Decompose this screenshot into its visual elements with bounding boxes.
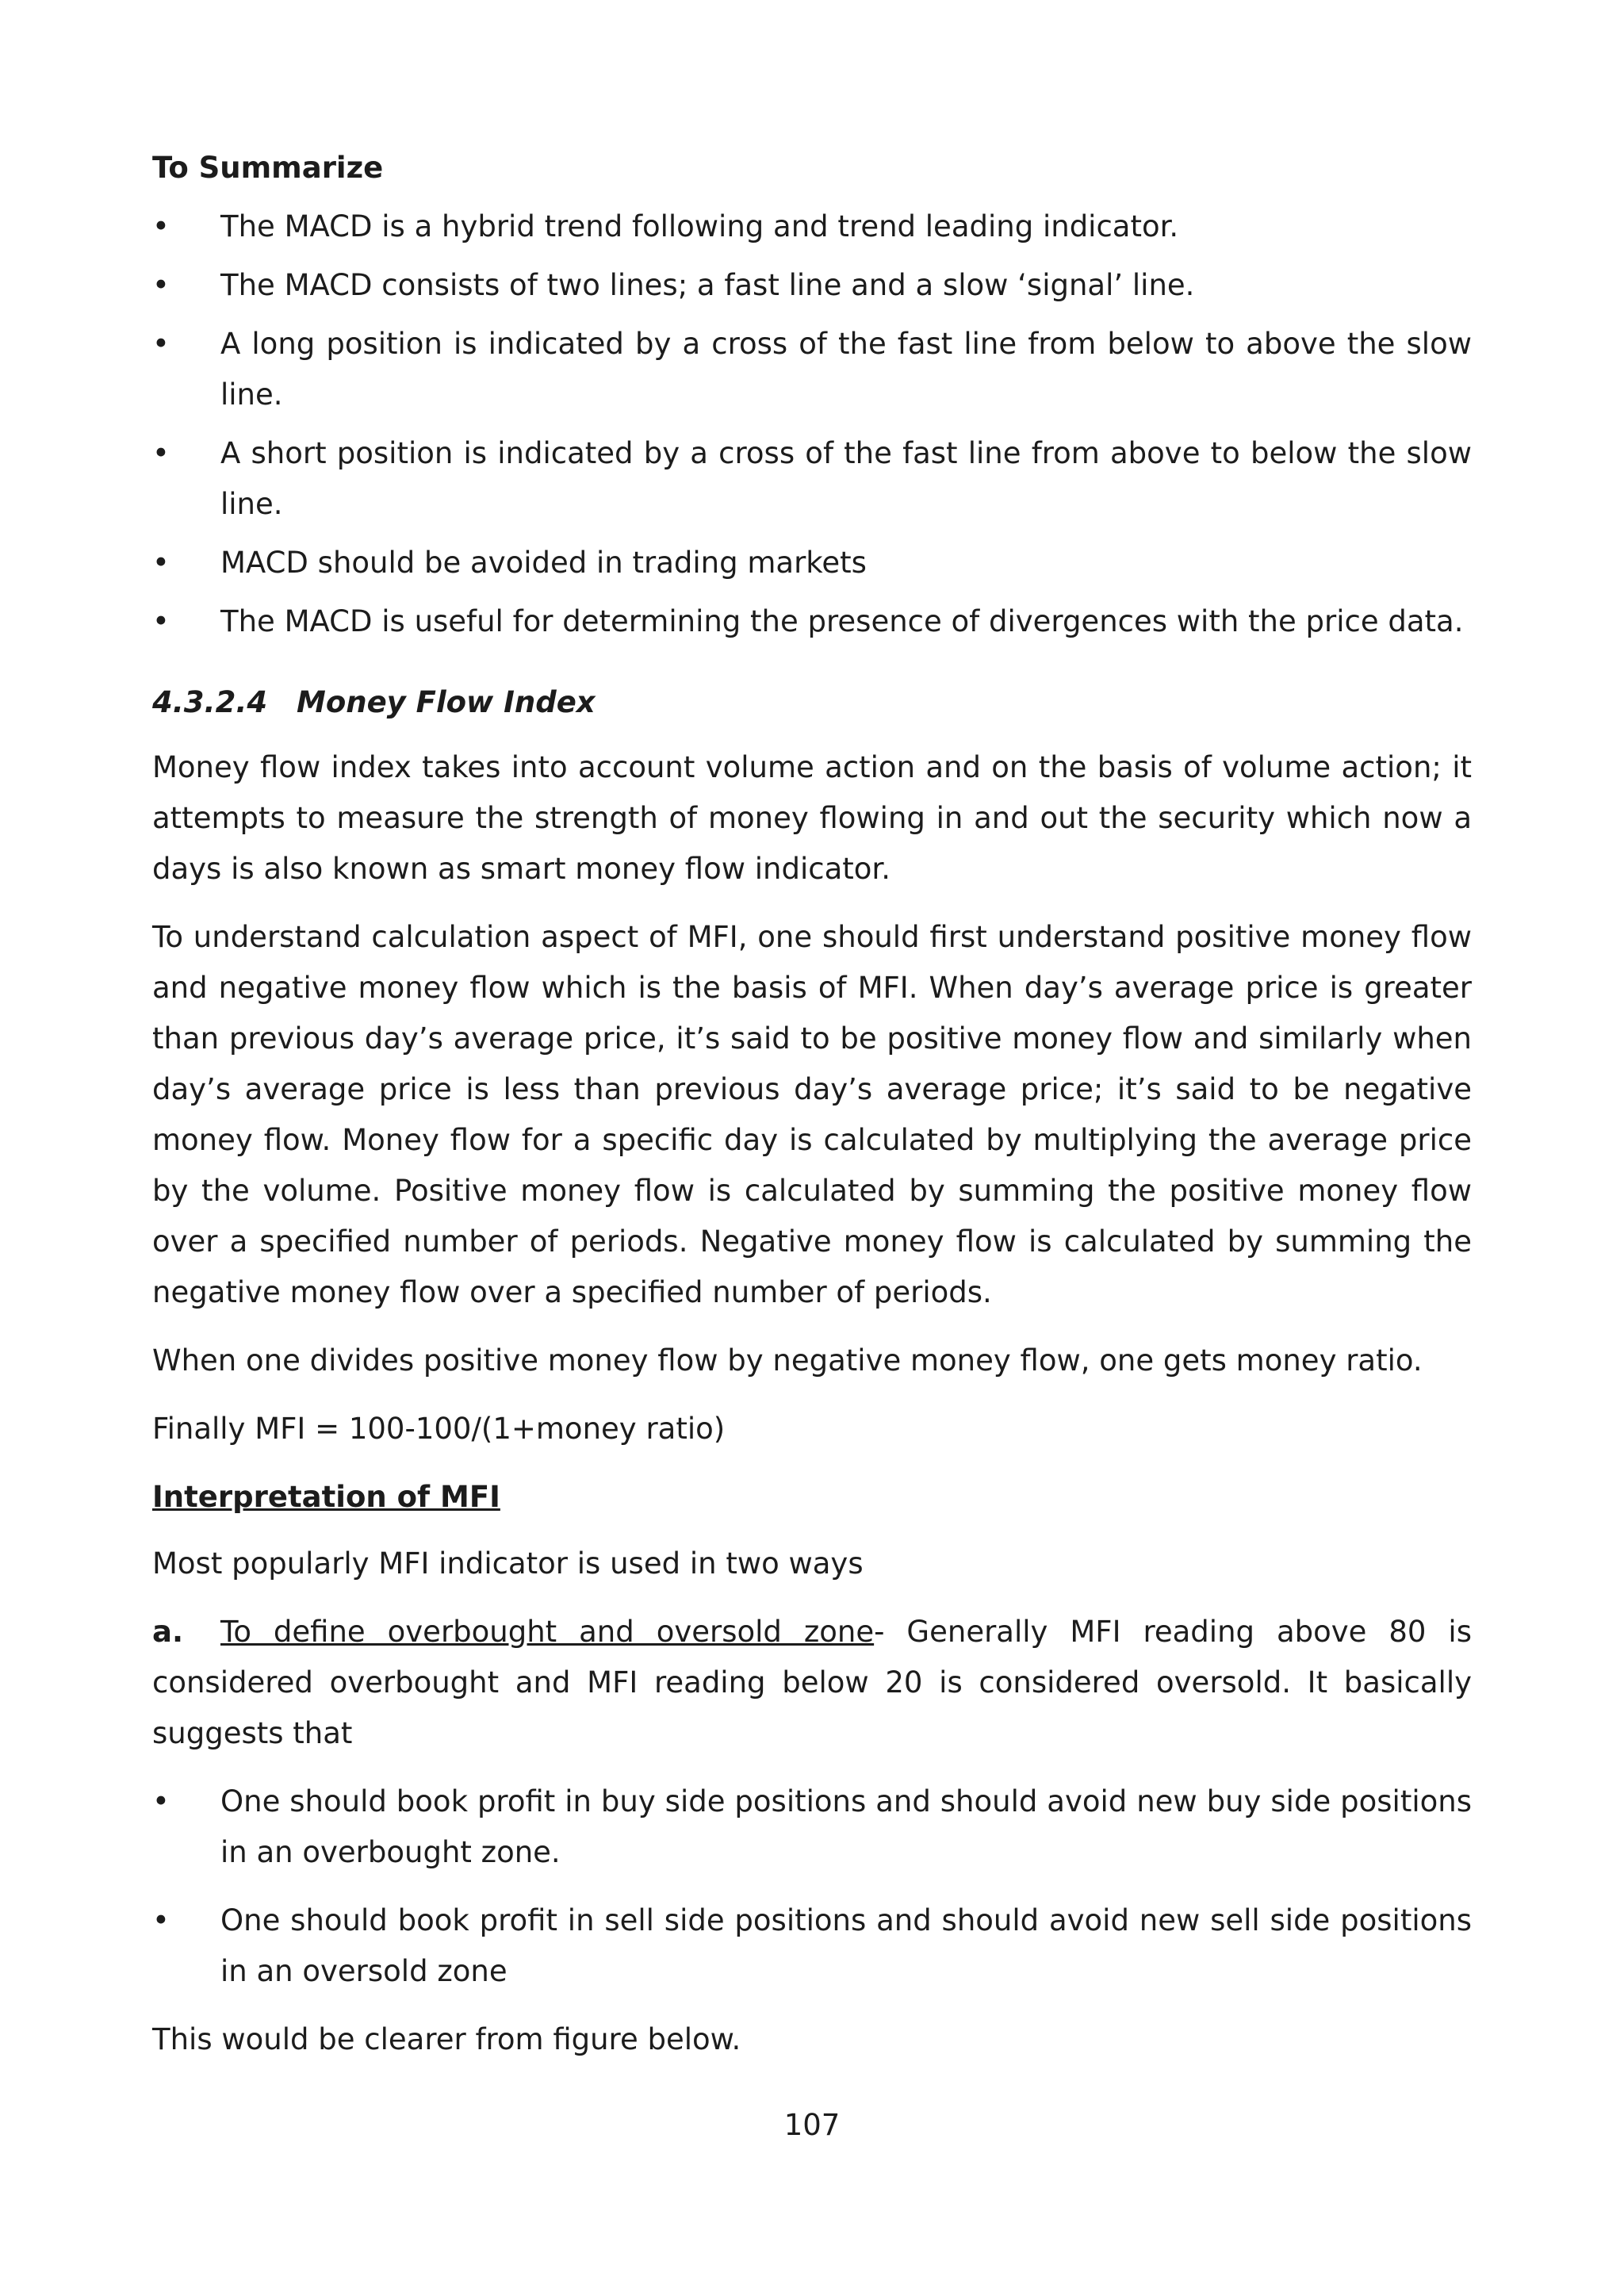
page-number: 107 <box>783 2108 841 2142</box>
item-a-underlined-text: To define overbought and oversold zone <box>220 1615 875 1649</box>
list-item: • A long position is indicated by a cross of the fast line from below to above the slow line. <box>152 319 1472 420</box>
list-item: • A short position is indicated by a cross of the fast line from above to below the slow line. <box>152 428 1472 530</box>
paragraph: When one divides positive money flow by negative money flow, one gets money ratio. <box>152 1343 1423 1378</box>
summary-heading: To Summarize <box>152 151 384 185</box>
closing-paragraph: This would be clearer from figure below. <box>152 2022 741 2056</box>
interpretation-heading: Interpretation of MFI <box>152 1480 500 1514</box>
interpretation-intro: Most popularly MFI indicator is used in two ways <box>152 1546 864 1581</box>
list-item: • One should book profit in sell side positions and should avoid new sell side positions in an oversold zone <box>152 1895 1472 1997</box>
list-item: • MACD should be avoided in trading markets <box>152 538 1472 588</box>
summary-bullet-list <box>152 201 1472 647</box>
section-number: 4.3.2.4 <box>152 685 268 719</box>
item-a-text: - Generally MFI reading above 80 is considered overbought and MFI reading below 20 is considered oversold. It basically suggests that <box>152 1615 1472 1750</box>
section-title-text: Money Flow Index <box>297 685 596 719</box>
item-a-paragraph <box>152 1607 1472 1759</box>
formula-paragraph: Finally MFI = 100-100/(1+money ratio) <box>152 1412 726 1446</box>
document-page <box>152 143 1472 2083</box>
section-title <box>152 677 1472 728</box>
paragraph: Money flow index takes into account volume action and on the basis of volume action; it attempts to measure the strength of money flowing in and out the security which now a days is also known as smart money flow indicator. <box>152 750 1472 886</box>
item-a-marker: a. <box>152 1615 184 1649</box>
list-item: • The MACD is a hybrid trend following and trend leading indicator. <box>152 201 1472 252</box>
interpretation-bullet-list <box>152 1776 1472 1997</box>
paragraph: To understand calculation aspect of MFI, one should first understand positive money flow and negative money flow which is the basis of MFI. When day’s average price is greater than previous day’s average price, it’s said to be positive money flow and similarly when day’s average price is less than previous day’s average price; it’s said to be negative money flow. Money flow for a specific day is calculated by multiplying the average price by the volume. Positive money flow is calculated by summing the positive money flow over a specified number of periods. Negative money flow is calculated by summing the negative money flow over a specified number of periods. <box>152 920 1472 1309</box>
list-item: • The MACD consists of two lines; a fast line and a slow ‘signal’ line. <box>152 260 1472 311</box>
list-item: • The MACD is useful for determining the presence of divergences with the price data. <box>152 596 1472 647</box>
list-item: • One should book profit in buy side positions and should avoid new buy side positions in an overbought zone. <box>152 1776 1472 1878</box>
